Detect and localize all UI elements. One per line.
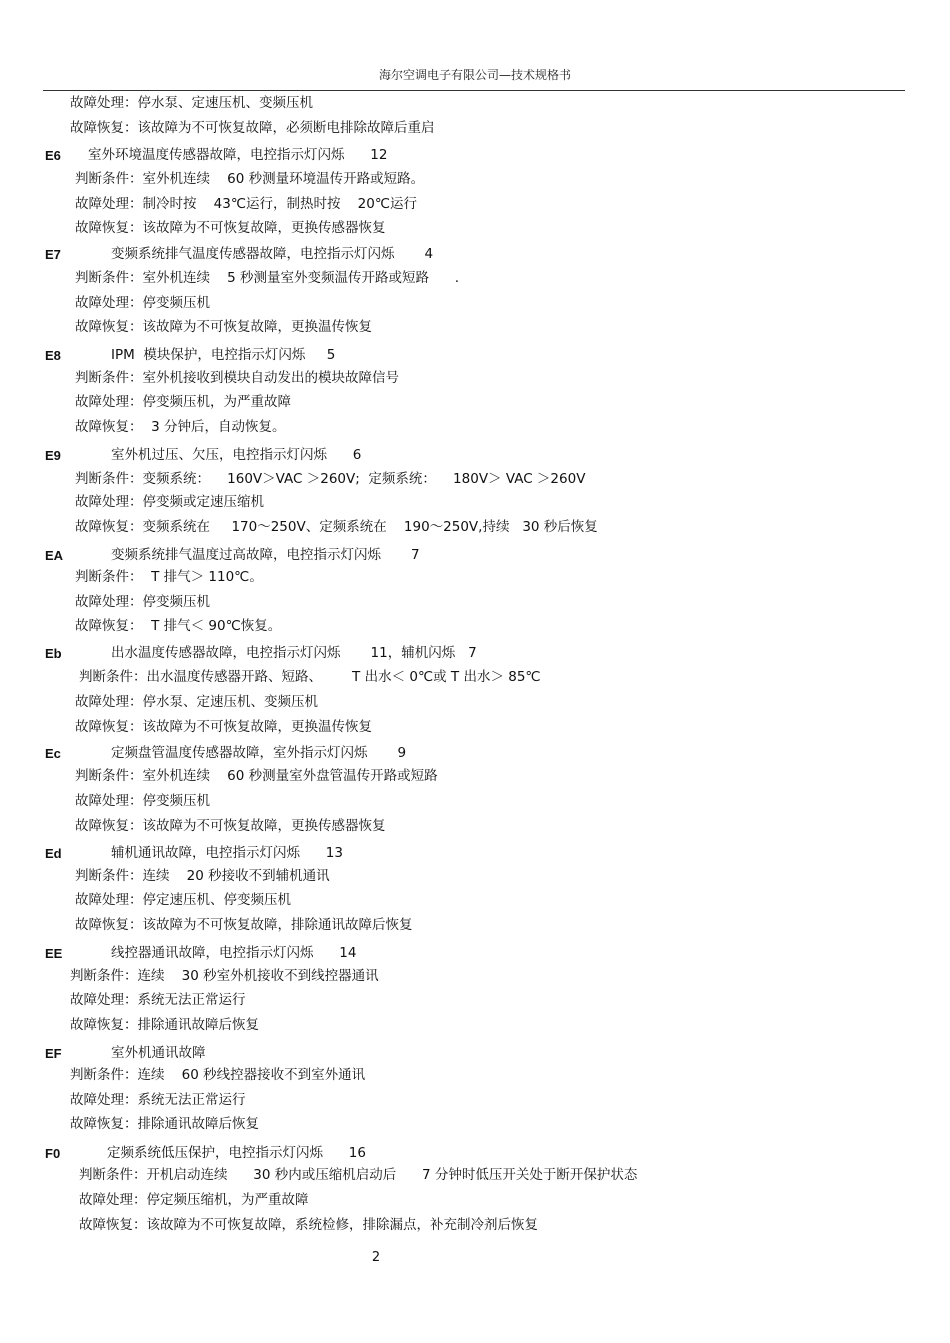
fault-code: E6 [45,148,61,163]
text-line: 故障恢复：排除通讯故障后恢复 [70,1017,259,1033]
fault-code: Eb [45,646,62,661]
text-line: 判断条件：变频系统： 160V＞VAC ＞260V; 定频系统： 180V＞ VAC ＞260V [75,471,586,487]
text-line: 判断条件： T 排气＞ 110℃。 [75,569,263,585]
text-line: 故障恢复： T 排气＜ 90℃恢复。 [75,618,282,634]
text-line: 故障处理：停水泵、定速压机、变频压机 [75,694,318,710]
text-line: 故障恢复：该故障为不可恢复故障，更换温传恢复 [75,719,372,735]
text-line: 判断条件：室外机连续 5 秒测量室外变频温传开路或短路 . [75,270,460,286]
text-line: 故障恢复： 3 分钟后，自动恢复。 [75,419,286,435]
text-line: 室外机过压、欠压，电控指示灯闪烁 6 [111,447,362,463]
text-line: 判断条件：室外机连续 60 秒测量环境温传开路或短路。 [75,171,425,187]
fault-code: EF [45,1046,62,1061]
fault-code: EE [45,946,63,961]
text-line: 故障恢复：该故障为不可恢复故障，排除通讯故障后恢复 [75,917,413,933]
text-line: 故障处理：停变频或定速压缩机 [75,494,264,510]
text-line: 故障恢复：该故障为不可恢复故障，更换传感器恢复 [75,220,386,236]
text-line: 线控器通讯故障，电控指示灯闪烁 14 [111,945,357,961]
text-line: 变频系统排气温度过高故障，电控指示灯闪烁 7 [111,547,420,563]
text-line: 故障处理：停定速压机、停变频压机 [75,892,291,908]
text-line: 定频系统低压保护，电控指示灯闪烁 16 [107,1145,366,1161]
text-line: 故障处理：系统无法正常运行 [70,1092,246,1108]
text-line: 判断条件：连续 60 秒线控器接收不到室外通讯 [70,1067,366,1083]
header-rule [43,90,905,91]
text-line: 故障处理：停变频压机 [75,295,210,311]
text-line: 室外环境温度传感器故障，电控指示灯闪烁 12 [88,147,388,163]
page-number: 2 [371,1250,381,1265]
text-line: 故障处理：制冷时按 43℃运行，制热时按 20℃运行 [75,196,418,212]
text-line: 故障处理：停变频压机 [75,594,210,610]
text-line: 判断条件：出水温度传感器开路、短路、 T 出水＜ 0℃或 T 出水＞ 85℃ [79,669,541,685]
fault-code: E8 [45,348,61,363]
fault-code: E9 [45,448,61,463]
text-line: 定频盘管温度传感器故障，室外指示灯闪烁 9 [111,745,407,761]
text-line: 故障处理：停水泵、定速压机、变频压机 [70,95,313,111]
text-line: 故障处理：停变频压机 [75,793,210,809]
text-line: 故障处理：停定频压缩机，为严重故障 [79,1192,309,1208]
fault-code: F0 [45,1146,61,1161]
text-line: 故障处理：系统无法正常运行 [70,992,246,1008]
text-line: 判断条件：室外机连续 60 秒测量室外盘管温传开路或短路 [75,768,438,784]
text-line: 辅机通讯故障，电控指示灯闪烁 13 [111,845,343,861]
fault-code: Ec [45,746,61,761]
document-header: 海尔空调电子有限公司—技术规格书 [378,68,571,82]
text-line: 判断条件：开机启动连续 30 秒内或压缩机启动后 7 分钟时低压开关处于断开保护状态 [79,1167,638,1183]
text-line: 室外机通讯故障 [111,1045,206,1061]
text-line: 判断条件：室外机接收到模块自动发出的模块故障信号 [75,370,399,386]
text-line: 判断条件：连续 20 秒接收不到辅机通讯 [75,868,330,884]
text-line: 故障恢复：排除通讯故障后恢复 [70,1116,259,1132]
text-line: 判断条件：连续 30 秒室外机接收不到线控器通讯 [70,968,379,984]
text-line: 故障恢复：该故障为不可恢复故障，更换传感器恢复 [75,818,386,834]
text-line: 故障处理：停变频压机，为严重故障 [75,394,291,410]
text-line: 故障恢复：该故障为不可恢复故障，更换温传恢复 [75,319,372,335]
fault-code: EA [45,548,64,563]
fault-code: Ed [45,846,62,861]
text-line: 变频系统排气温度传感器故障，电控指示灯闪烁 4 [111,246,434,262]
text-line: 出水温度传感器故障，电控指示灯闪烁 11，辅机闪烁 7 [111,645,477,661]
text-line: 故障恢复：该故障为不可恢复故障，必须断电排除故障后重启 [70,120,435,136]
text-line: IPM 模块保护，电控指示灯闪烁 5 [111,347,336,363]
fault-code: E7 [45,247,61,262]
text-line: 故障恢复：变频系统在 170～250V、定频系统在 190～250V,持续 30 秒后恢复 [75,519,598,535]
text-line: 故障恢复：该故障为不可恢复故障，系统检修，排除漏点，补充制冷剂后恢复 [79,1217,538,1233]
